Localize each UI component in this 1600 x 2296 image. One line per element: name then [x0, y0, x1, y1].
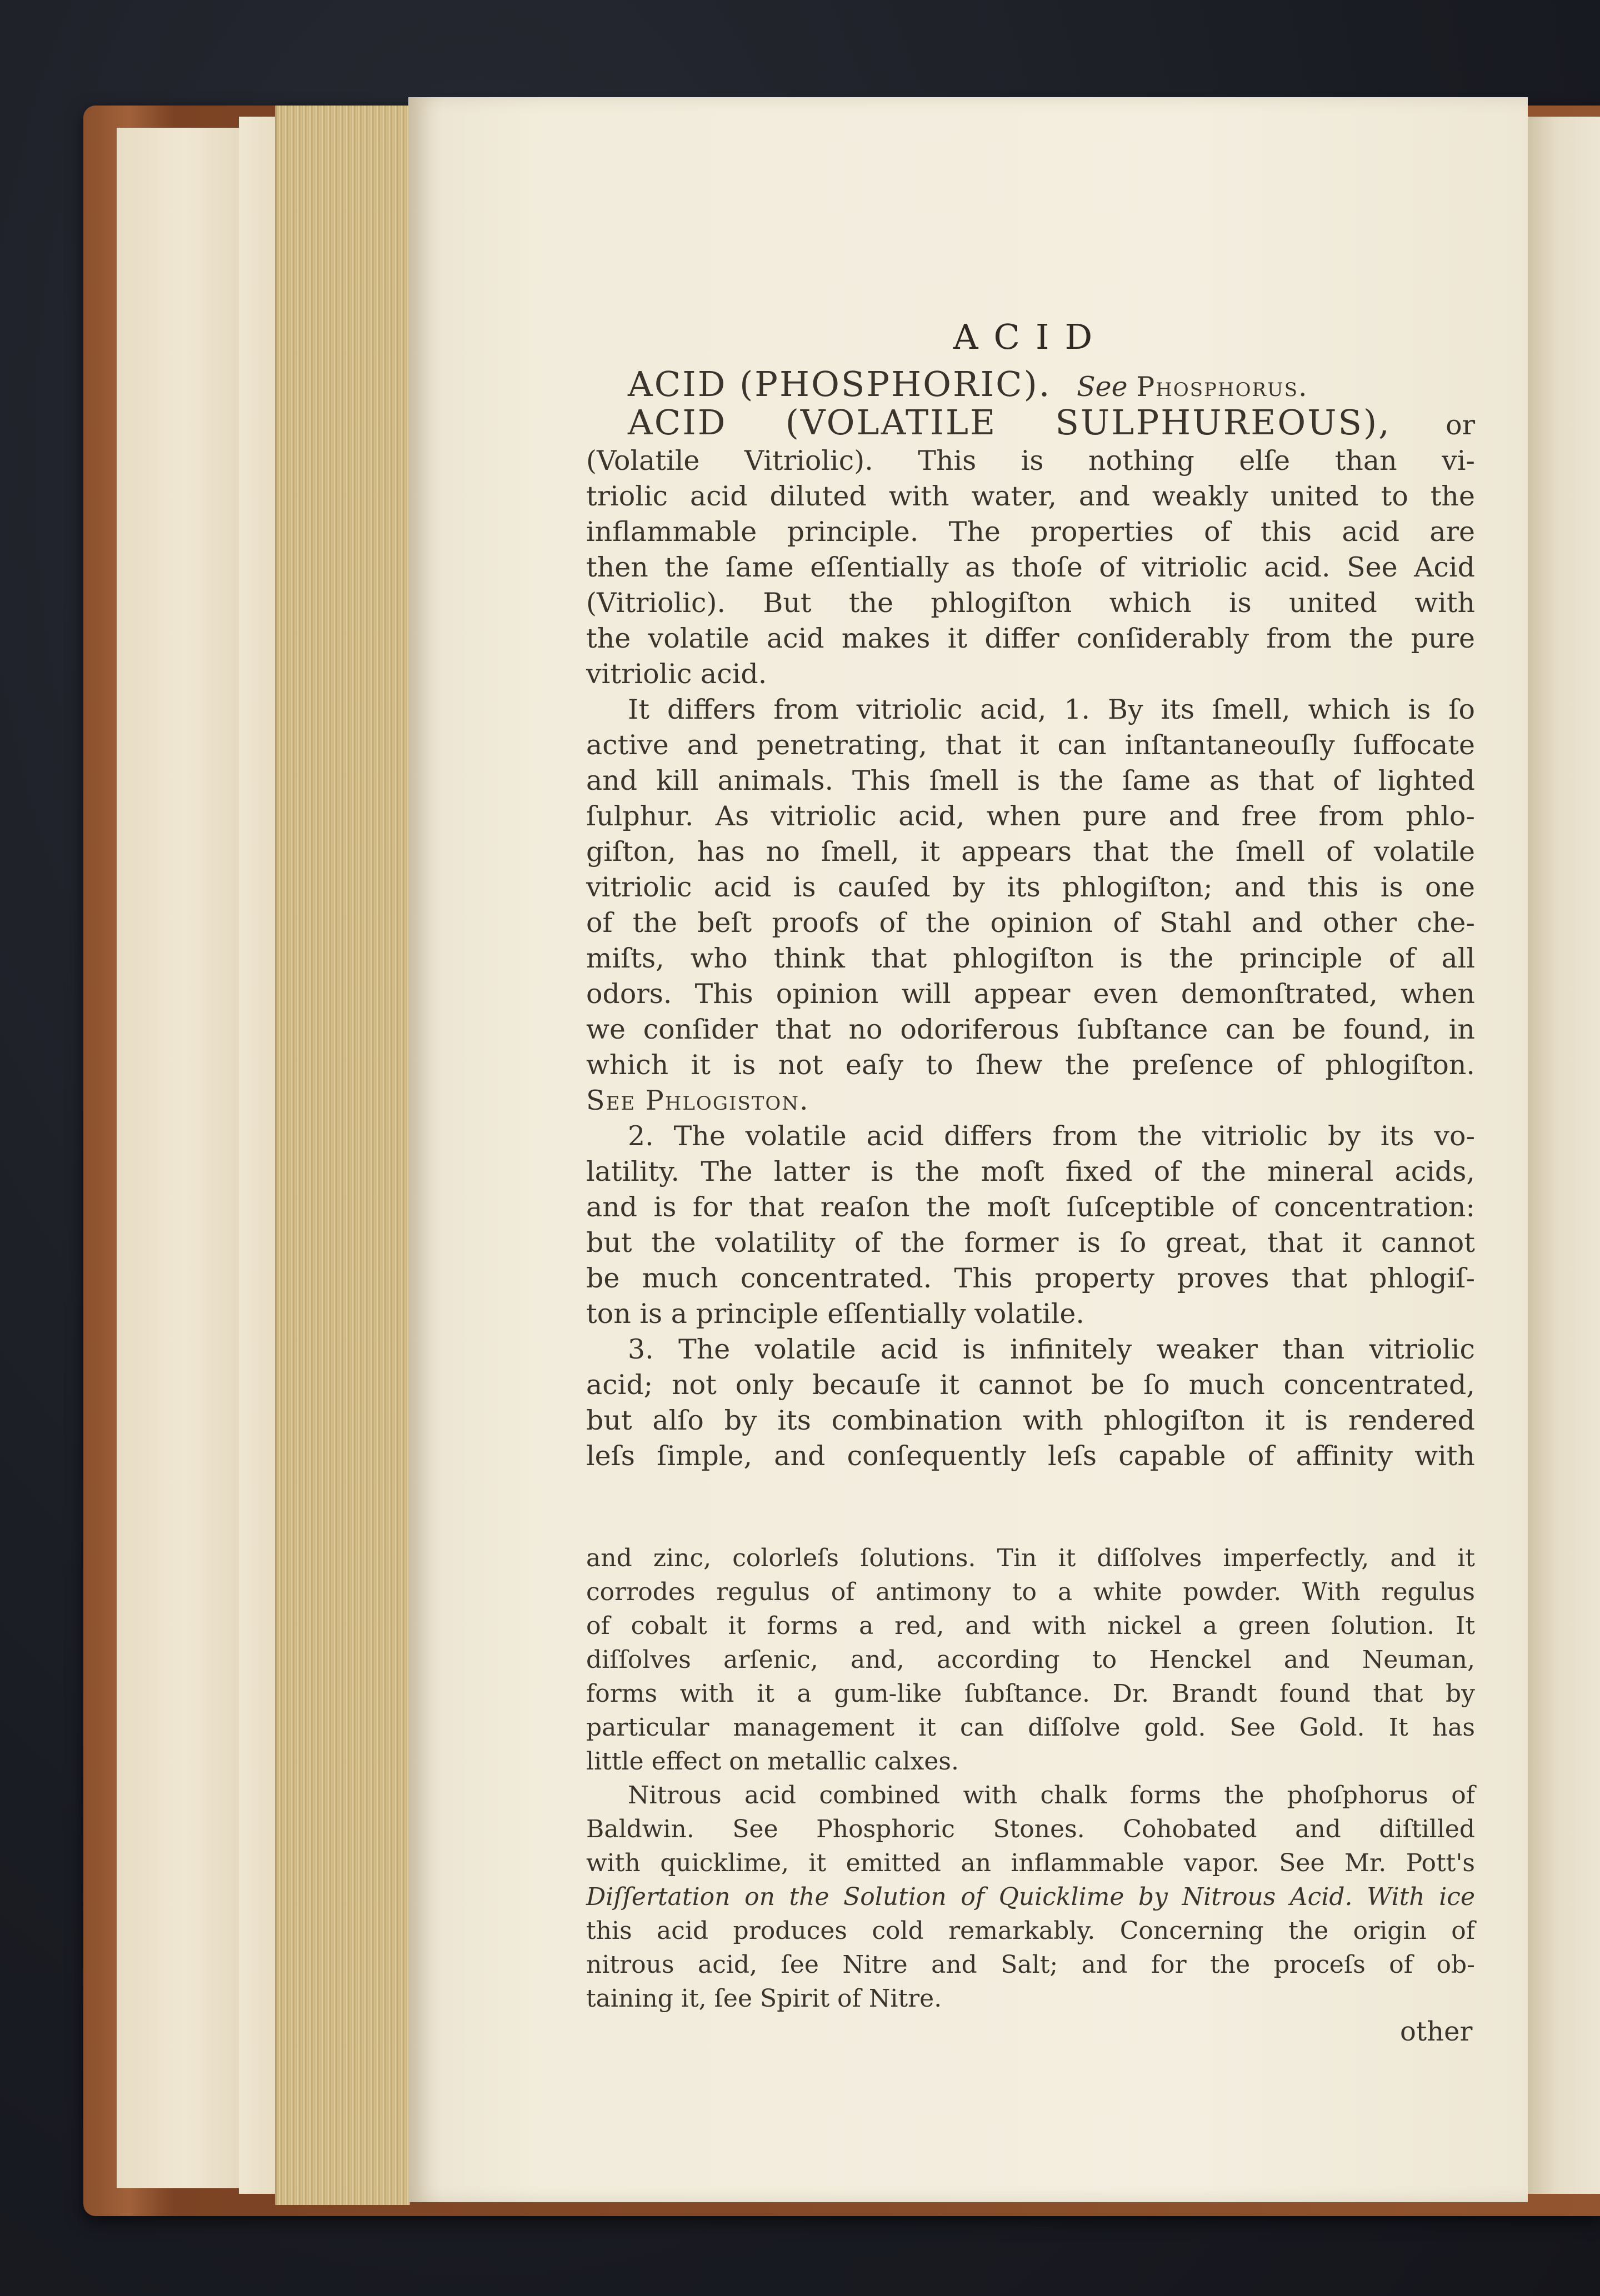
text-line: of the beſt proofs of the opinion of Stahl and other che- — [586, 907, 1475, 939]
text-line: and is for that reaſon the moſt ſuſceptible of concentration: — [586, 1191, 1475, 1223]
catchword: other — [1400, 2016, 1473, 2047]
text-line: ſulphur. As vitriolic acid, when pure and free from phlo- — [586, 800, 1475, 832]
text-line: of cobalt it forms a red, and with nickel a green ſolution. It — [586, 1612, 1475, 1640]
text-line: ton is a principle eſſentially volatile. — [586, 1298, 1084, 1330]
text-line: little effect on metallic calxes. — [586, 1747, 959, 1776]
text-line: triolic acid diluted with water, and weakly united to the — [586, 480, 1475, 512]
text-line: acid; not only becauſe it cannot be ſo much concentrated, — [586, 1369, 1475, 1401]
text-line: with quicklime, it emitted an inflammable vapor. See Mr. Pott's — [586, 1849, 1475, 1877]
text-line: (Vitriolic). But the phlogiſton which is united with — [586, 587, 1475, 619]
text-line: (Volatile Vitriolic). This is nothing elſe than vi- — [586, 445, 1475, 477]
text-line: forms with it a gum-like ſubſtance. Dr. Brandt found that by — [586, 1680, 1475, 1708]
text-line: this acid produces cold remarkably. Concerning the origin of — [586, 1917, 1475, 1945]
text-line: 3. The volatile acid is infinitely weaker than vitriolic — [628, 1334, 1475, 1365]
text-line: nitrous acid, ſee Nitre and Salt; and for the proceſs of ob- — [586, 1951, 1475, 1979]
text-line: Baldwin. See Phosphoric Stones. Cohobated and diſtilled — [586, 1815, 1475, 1843]
text-line: we conſider that no odoriferous ſubſtance can be found, in — [586, 1014, 1475, 1045]
text-line: diſſolves arſenic, and, according to Henckel and Neuman, — [586, 1646, 1475, 1674]
see-reference: Phosphorus. — [1136, 371, 1308, 403]
text-line: be much concentrated. This property proves that phlogiſ- — [586, 1262, 1475, 1294]
text-line: miſts, who think that phlogiſton is the principle of all — [586, 943, 1475, 974]
text-line: odors. This opinion will appear even demonſtrated, when — [586, 978, 1475, 1010]
text-line: particular management it can diſſolve gold. See Gold. It has — [586, 1713, 1475, 1742]
text-line: Nitrous acid combined with chalk forms the phoſphorus of — [628, 1781, 1475, 1809]
text-line: giſton, has no ſmell, it appears that the ſmell of volatile — [586, 836, 1475, 868]
text-line: and kill animals. This ſmell is the ſame as that of lighted — [586, 765, 1475, 796]
lower-text-block — [586, 1541, 1475, 2016]
text-line: active and penetrating, that it can inſtantaneouſly ſuffocate — [586, 729, 1475, 761]
text-line: leſs ſimple, and conſequently leſs capable of affinity with — [586, 1440, 1475, 1472]
text-line: and zinc, colorleſs ſolutions. Tin it diſſolves imperfectly, and it — [586, 1544, 1475, 1572]
entry-heading-phosphoric — [586, 364, 1475, 405]
facing-page-edge — [1528, 117, 1600, 2194]
text-line: but alſo by its combination with phlogiſton it is rendered — [586, 1405, 1475, 1436]
entry-heading-volatile — [586, 402, 1475, 443]
text-line: taining it, ſee Spirit of Nitre. — [586, 1984, 942, 2013]
text-line: corrodes regulus of antimony to a white powder. With regulus — [586, 1578, 1475, 1606]
text-line: but the volatility of the former is ſo great, that it cannot — [586, 1227, 1475, 1259]
text-line: 2. The volatile acid differs from the vitriolic by its vo- — [628, 1120, 1475, 1152]
text-line: vitriolic acid. — [586, 658, 767, 690]
entry-title: ACID (PHOSPHORIC). — [628, 364, 1052, 404]
text-line: See Phlogiston. — [586, 1085, 809, 1116]
text-line: vitriolic acid is cauſed by its phlogiſton; and this is one — [586, 871, 1475, 903]
see-label: See — [1077, 371, 1128, 403]
text-line: then the ſame eſſentially as thoſe of vitriolic acid. See Acid — [586, 552, 1475, 583]
upper-text-block — [586, 364, 1475, 1474]
text-line: latility. The latter is the moſt fixed of the mineral acids, — [586, 1156, 1475, 1187]
text-line: which it is not eaſy to ſhew the preſence of phlogiſton. — [586, 1049, 1475, 1081]
page-edges — [275, 106, 410, 2205]
text-line: the volatile acid makes it differ conſiderably from the pure — [586, 623, 1475, 654]
text-line: It differs from vitriolic acid, 1. By its ſmell, which is ſo — [628, 694, 1475, 725]
text-line: Diſſertation on the Solution of Quicklime by Nitrous Acid. With ice — [586, 1883, 1475, 1911]
text-line: inflammable principle. The properties of this acid are — [586, 516, 1475, 548]
entry-title: ACID (VOLATILE SULPHUREOUS), — [628, 402, 1391, 443]
endpaper — [117, 128, 251, 2188]
running-head: ACID — [953, 317, 1108, 357]
entry-or: or — [1446, 409, 1475, 441]
